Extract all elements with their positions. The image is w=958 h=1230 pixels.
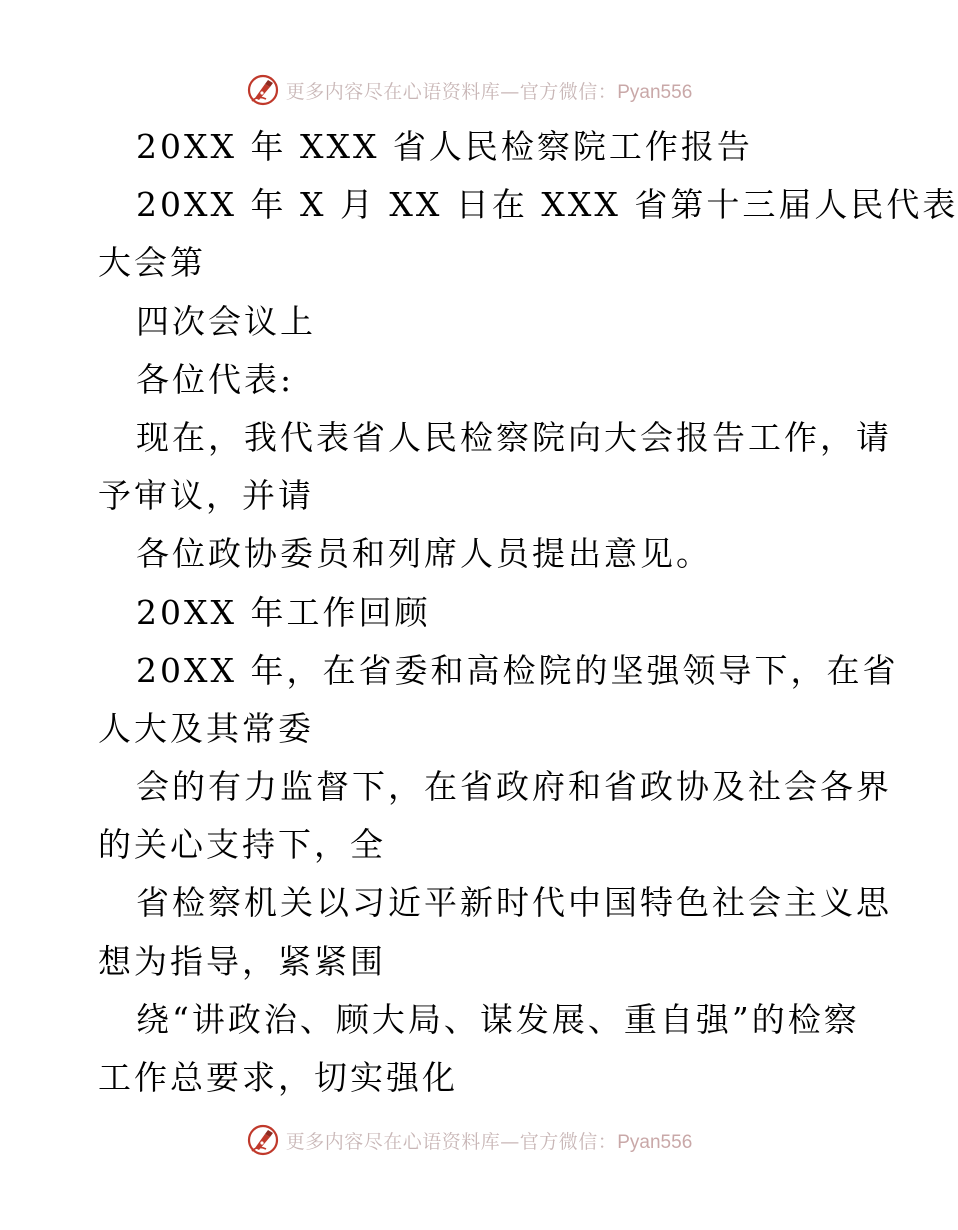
watermark-handle: Pyan556 [617,81,693,103]
text-line: 大会第 [98,243,206,283]
watermark-text: 更多内容尽在心语资料库—官方微信：Pyan556 [285,1130,693,1153]
text-line: 各位政协委员和列席人员提出意见。 [136,534,712,574]
text-line: 省检察机关以习近平新时代中国特色社会主义思 [136,883,892,923]
header-watermark [0,68,950,112]
text-line: 工作总要求，切实强化 [98,1058,458,1097]
text-line: 想为指导，紧紧围 [98,941,386,981]
watermark-handle: Pyan556 [617,1131,693,1153]
text-line: 会的有力监督下，在省政府和省政协及社会各界 [136,767,892,807]
watermark-group [246,73,693,107]
text-line: 四次会议上 [136,301,316,341]
text-line: 20XX 年 XXX 省人民检察院工作报告 [136,127,753,166]
watermark-text: 更多内容尽在心语资料库—官方微信：Pyan556 [285,80,693,103]
watermark-group [246,1123,693,1157]
document-body [98,118,958,1107]
footer-watermark [0,1118,950,1162]
text-line: 20XX 年工作回顾 [136,592,431,632]
pen-nib-icon [246,73,280,107]
text-line: 20XX 年 X 月 XX 日在 XXX 省第十三届人民代表 [136,185,958,225]
text-line: 20XX 年，在省委和高检院的坚强领导下，在省 [136,650,899,690]
text-line: 现在，我代表省人民检察院向大会报告工作，请 [136,417,892,457]
text-line: 各位代表: [136,359,295,399]
text-line: 绕“讲政治、顾大局、谋发展、重自强”的检察 [136,999,860,1039]
pen-nib-icon [246,1123,280,1157]
text-line: 人大及其常委 [98,708,314,748]
text-line: 的关心支持下，全 [98,825,386,865]
text-line: 予审议，并请 [98,476,314,516]
